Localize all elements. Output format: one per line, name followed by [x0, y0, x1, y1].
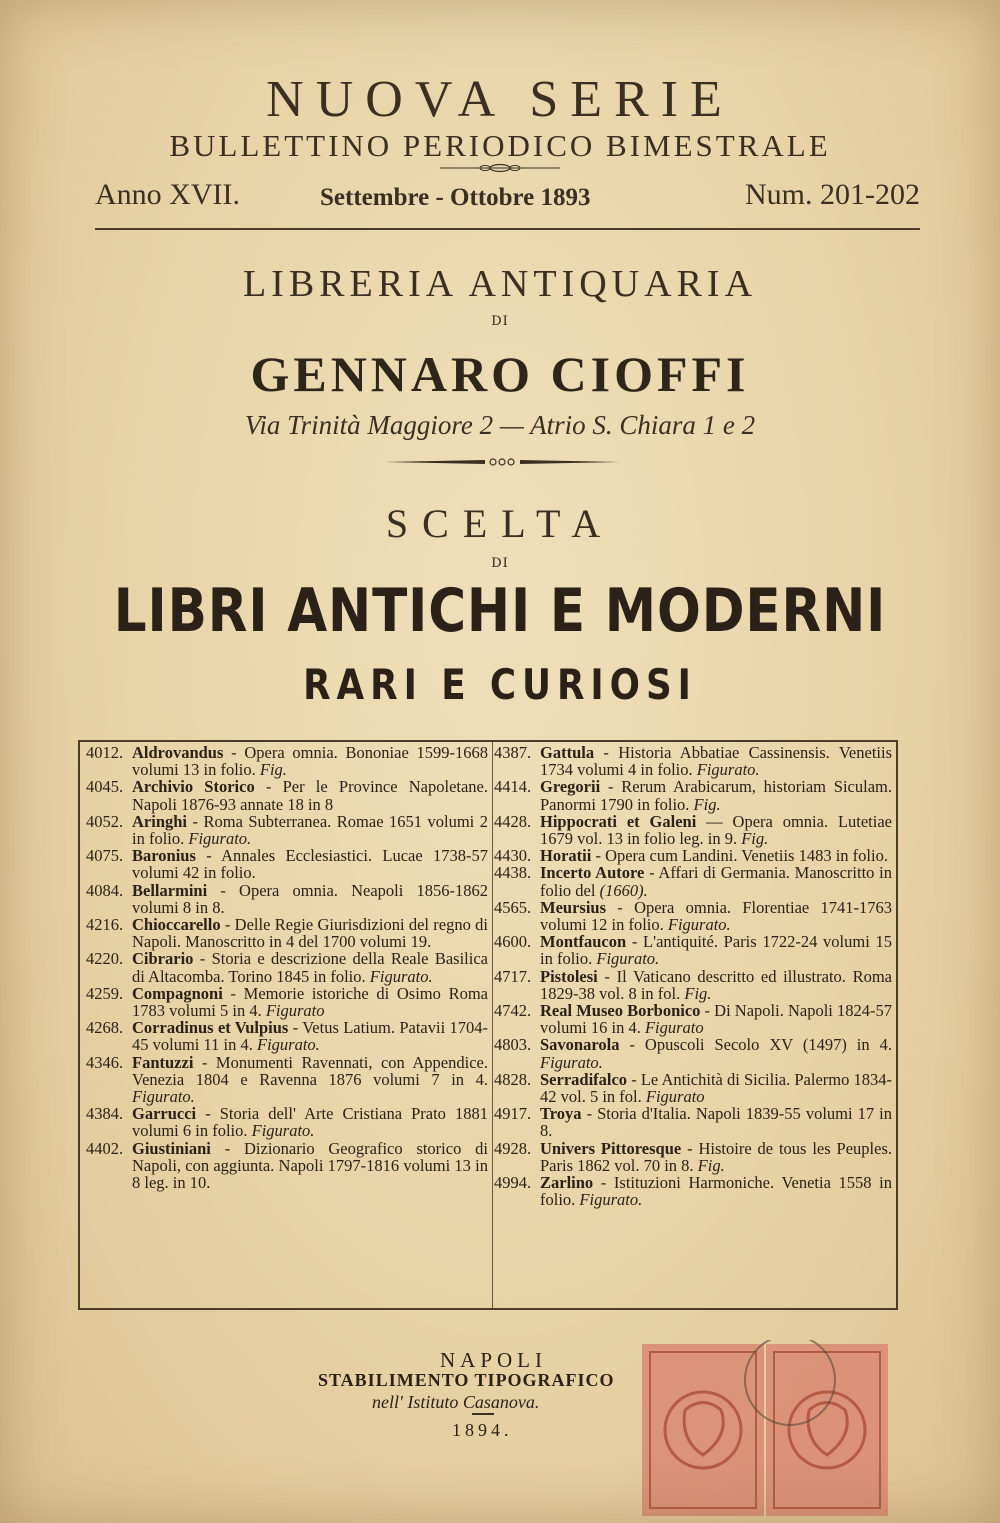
entry-author: Montfaucon: [540, 932, 627, 952]
catalogue-entry: [86, 1140, 488, 1192]
imprint-year: 1894.: [452, 1420, 513, 1440]
entry-author: Gregorii: [540, 777, 601, 797]
entry-number: 4600.: [494, 932, 532, 952]
catalogue-entry: [494, 847, 892, 864]
entry-figure-note: Figurato: [261, 1001, 325, 1021]
issue-year: Anno XVII.: [95, 178, 240, 211]
entry-author: Baronius: [132, 846, 196, 866]
catalogue-entry: [86, 882, 488, 916]
entry-description: - Rerum Arabicarum, historiam Siculam. Panormi 1790 in folio.: [540, 777, 892, 814]
imprint-establishment: STABILIMENTO TIPOGRAFICO: [318, 1370, 615, 1390]
entry-figure-note: Figurato.: [247, 1121, 315, 1141]
entry-author: Fantuzzi: [132, 1052, 194, 1072]
imprint-dash: [472, 1413, 494, 1415]
entry-number: 4084.: [86, 880, 124, 900]
entry-author: Compagnoni: [132, 983, 223, 1003]
entry-number: 4430.: [494, 846, 532, 866]
entry-author: Garrucci: [132, 1104, 197, 1124]
postage-stamp-right: [766, 1344, 888, 1516]
catalogue-entry: [86, 1105, 488, 1139]
entry-author: Giustiniani: [132, 1138, 211, 1158]
shop-di: DI: [491, 314, 509, 329]
entry-author: Chioccarello: [132, 915, 221, 935]
entry-figure-note: Figurato.: [132, 1087, 195, 1107]
entry-number: 4012.: [86, 743, 124, 762]
entry-description: - Storia dell' Arte Cristiana Prato 1881 volumi 6 in folio.: [132, 1104, 488, 1141]
entry-number: 4387.: [494, 743, 532, 762]
entry-figure-note: Figurato.: [692, 760, 760, 780]
entry-figure-note: Figurato.: [365, 966, 433, 986]
catalogue-entry: [494, 864, 892, 898]
entry-author: Savonarola: [540, 1035, 620, 1055]
catalogue-entry: [494, 933, 892, 967]
book-listing: [78, 740, 898, 1310]
postage-stamps: [640, 1340, 890, 1520]
shop-name: LIBRERIA ANTIQUARIA: [242, 263, 758, 305]
entry-description: - Opera omnia. Florentiae 1741-1763 volumi 12 in folio.: [540, 897, 892, 935]
entry-figure-note: Figurato: [641, 1087, 705, 1107]
entry-number: 4438.: [494, 863, 532, 883]
entry-figure-note: Figurato.: [540, 1052, 603, 1072]
listing-right-column: [494, 744, 892, 1208]
entry-description: - Monumenti Ravennati, con Appendice. Venezia 1804 e Ravenna 1876 volumi 7 in 4.: [132, 1052, 488, 1089]
entry-description: - Vetus Latium. Patavii 1704-45 volumi 11 in 4.: [132, 1018, 488, 1055]
imprint-city: NAPOLI: [440, 1348, 547, 1372]
entry-description: - Histoire de tous les Peuples. Paris 1862 vol. 70 in 8.: [540, 1138, 893, 1175]
catalogue-entry: [494, 1174, 892, 1208]
catalogue-entry: [494, 813, 892, 847]
imprint-institute: nell' Istituto Casanova.: [372, 1392, 540, 1412]
catalogue-entry: [494, 1140, 892, 1174]
entry-author: Corradinus et Vulpius: [132, 1018, 289, 1038]
catalogue-entry: [86, 813, 488, 847]
entry-figure-note: Figurato.: [592, 949, 660, 969]
catalogue-entry: [86, 778, 488, 812]
selection-heading: SCELTA: [385, 501, 615, 546]
entry-number: 4717.: [494, 966, 532, 986]
entry-number: 4828.: [494, 1069, 532, 1089]
sub-heading: RARI E CURIOSI: [303, 660, 697, 709]
entry-description: - Il Vaticano descritto ed illustrato. Roma 1829-38 vol. 8 in fol.: [540, 966, 892, 1003]
ornament-top: [440, 163, 560, 173]
entry-number: 4928.: [494, 1138, 532, 1158]
entry-number: 4045.: [86, 777, 124, 797]
catalogue-entry: [86, 985, 488, 1019]
entry-number: 4565.: [494, 897, 532, 917]
catalogue-entry: [86, 950, 488, 984]
entry-number: 4428.: [494, 811, 532, 831]
entry-author: Aldrovandus: [132, 743, 224, 762]
entry-figure-note: Figurato.: [184, 829, 252, 849]
entry-figure-note: Fig.: [693, 1155, 725, 1175]
entry-number: 4220.: [86, 949, 124, 969]
entry-author: Meursius: [540, 897, 606, 917]
ornament-middle: [385, 456, 620, 468]
catalogue-entry: [86, 744, 488, 778]
entry-number: 4268.: [86, 1018, 124, 1038]
catalogue-entry: [494, 899, 892, 933]
entry-figure-note: Fig.: [689, 794, 721, 814]
entry-number: 4402.: [86, 1138, 124, 1158]
entry-description: - L'antiquité. Paris 1722-24 volumi 15 in folio.: [540, 932, 892, 969]
entry-number: 4259.: [86, 983, 124, 1003]
entry-description: - Storia d'Italia. Napoli 1839-55 volumi 17 in 8.: [540, 1104, 892, 1141]
shop-address: Via Trinità Maggiore 2 — Atrio S. Chiara 1 e 2: [244, 410, 756, 440]
entry-description: - Dizionario Geografico storico di Napoli, con aggiunta. Napoli 1797-1816 volumi 13 in 8 leg. in 10.: [132, 1138, 488, 1193]
series-title: NUOVA SERIE: [266, 71, 734, 128]
entry-description: - Annales Ecclesiastici. Lucae 1738-57 volumi 42 in folio.: [132, 846, 488, 883]
entry-description: - Opera omnia. Bononiae 1599-1668 volumi 13 in folio.: [132, 743, 488, 780]
issue-months: Settembre - Ottobre 1893: [320, 184, 591, 211]
entry-author: Hippocrati et Galeni: [540, 811, 697, 831]
entry-number: 4384.: [86, 1104, 124, 1124]
catalogue-entry: [494, 1105, 892, 1139]
entry-number: 4994.: [494, 1173, 532, 1193]
entry-description: - Historia Abbatiae Cassinensis. Venetiis 1734 volumi 4 in folio.: [540, 743, 892, 780]
entry-number: 4346.: [86, 1052, 124, 1072]
entry-description: - Affari di Germania. Manoscritto in folio del: [540, 863, 892, 900]
entry-author: Pistolesi: [540, 966, 598, 986]
entry-description: - Istituzioni Harmoniche. Venetia 1558 in folio.: [540, 1173, 892, 1210]
entry-description: - Storia e descrizione della Reale Basilica di Altacomba. Torino 1845 in folio.: [132, 949, 488, 986]
entry-number: 4742.: [494, 1001, 532, 1021]
entry-author: Horatii: [540, 846, 592, 866]
catalogue-entry: [494, 744, 892, 778]
entry-number: 4803.: [494, 1035, 532, 1055]
entry-description: - Le Antichità di Sicilia. Palermo 1834-42 vol. 5 in fol.: [540, 1069, 892, 1107]
entry-description: - Delle Regie Giurisdizioni del regno di Napoli. Manoscritto in 4 del 1700 volumi 19.: [132, 915, 488, 952]
main-heading: LIBRI ANTICHI E MODERNI: [113, 576, 887, 646]
bulletin-subtitle: BULLETTINO PERIODICO BIMESTRALE: [169, 128, 831, 163]
entry-author: Bellarmini: [132, 880, 208, 900]
entry-author: Aringhi: [132, 811, 188, 831]
entry-description: - Di Napoli. Napoli 1824-57 volumi 16 in 4.: [540, 1001, 892, 1038]
entry-figure-note: Figurato.: [252, 1035, 320, 1055]
catalogue-entry: [494, 1002, 892, 1036]
entry-number: 4414.: [494, 777, 532, 797]
entry-author: Archivio Storico: [132, 777, 255, 797]
catalogue-entry: [86, 916, 488, 950]
entry-figure-note: Figurato: [640, 1018, 704, 1038]
owner-name: GENNARO CIOFFI: [250, 346, 750, 402]
entry-author: Real Museo Borbonico: [540, 1001, 701, 1021]
entry-description: - Per le Province Napoletane. Napoli 1876-93 annate 18 in 8: [132, 777, 488, 814]
entry-description: - Roma Subterranea. Romae 1651 volumi 2 in folio.: [132, 811, 488, 849]
catalogue-entry: [86, 1019, 488, 1053]
entry-author: Cibrario: [132, 949, 194, 969]
catalogue-entry: [494, 1036, 892, 1070]
catalogue-entry: [494, 1071, 892, 1105]
entry-number: 4216.: [86, 915, 124, 935]
entry-figure-note: Fig.: [737, 829, 769, 849]
catalogue-entry: [494, 968, 892, 1002]
entry-description: - Opera cum Landini. Venetiis 1483 in folio.: [591, 846, 888, 866]
entry-figure-note: Fig.: [680, 983, 712, 1003]
catalogue-entry: [494, 778, 892, 812]
listing-left-column: [86, 744, 488, 1191]
entry-figure-note: (1660).: [595, 880, 648, 900]
issue-number: Num. 201-202: [745, 178, 920, 211]
entry-description: - Memorie istoriche di Osimo Roma 1783 volumi 5 in 4.: [132, 983, 488, 1021]
entry-author: Zarlino: [540, 1173, 594, 1193]
catalogue-entry: [86, 847, 488, 881]
entry-author: Gattula: [540, 743, 595, 762]
catalogue-entry: [86, 1054, 488, 1106]
entry-number: 4052.: [86, 811, 124, 831]
entry-number: 4075.: [86, 846, 124, 866]
entry-figure-note: Figurato.: [663, 915, 731, 935]
entry-description: - Opera omnia. Neapoli 1856-1862 volumi 8 in 8.: [132, 880, 488, 917]
entry-author: Serradifalco: [540, 1069, 628, 1089]
entry-number: 4917.: [494, 1104, 532, 1124]
entry-author: Troya: [540, 1104, 582, 1124]
header-rule: [95, 228, 920, 230]
entry-author: Incerto Autore: [540, 863, 645, 883]
entry-description: - Opuscoli Secolo XV (1497) in 4.: [619, 1035, 892, 1055]
entry-figure-note: Fig.: [255, 760, 287, 780]
entry-figure-note: Figurato.: [575, 1190, 643, 1210]
entry-author: Univers Pittoresque: [540, 1138, 682, 1158]
selection-di: DI: [491, 556, 509, 571]
column-divider: [492, 742, 493, 1308]
issue-line: [95, 178, 920, 222]
entry-description: — Opera omnia. Lutetiae 1679 vol. 13 in folio leg. in 9.: [540, 811, 892, 849]
